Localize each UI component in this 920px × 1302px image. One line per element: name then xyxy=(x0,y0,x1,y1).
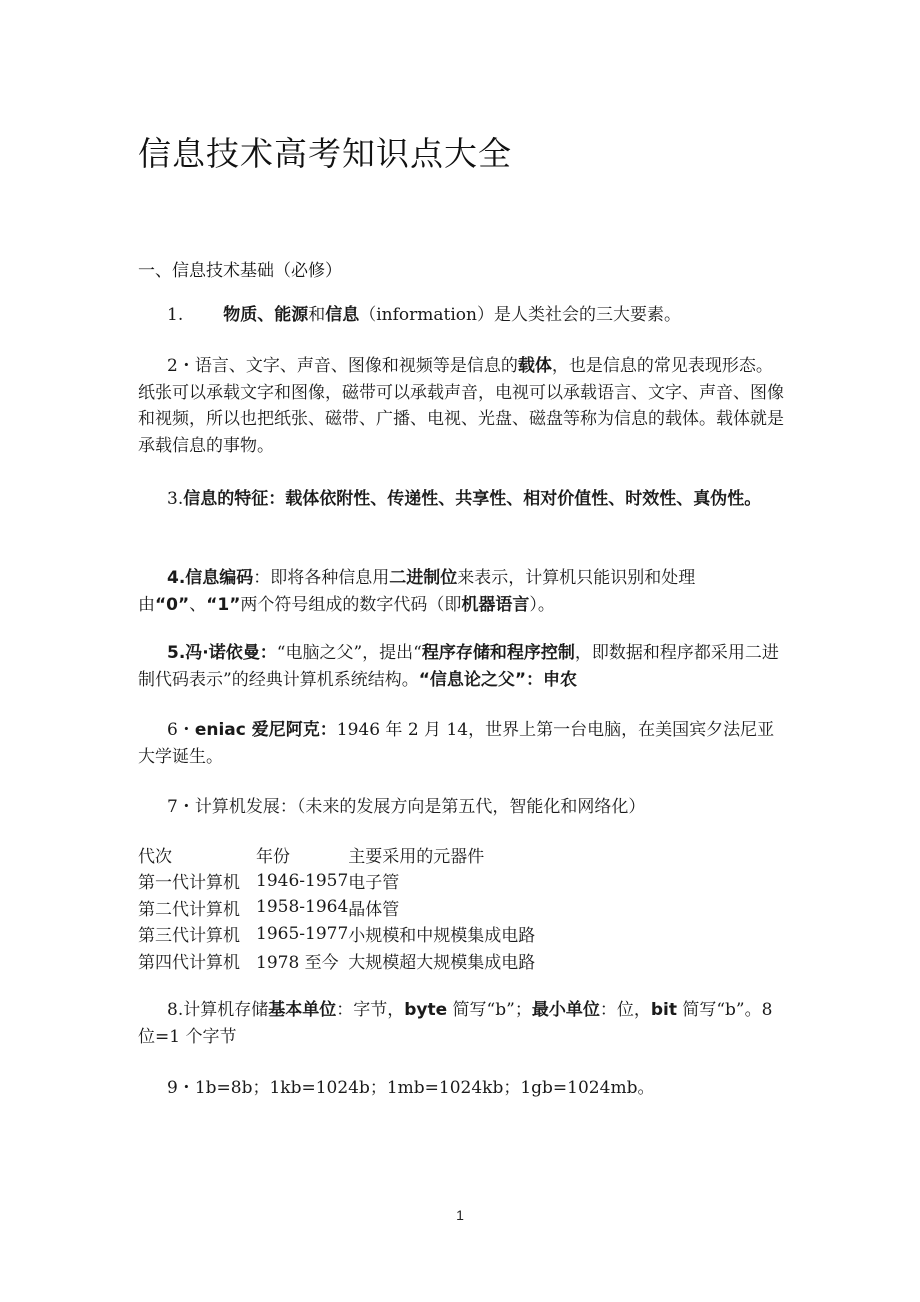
item-number: 1. xyxy=(167,305,184,325)
bold-term: 基本单位 xyxy=(268,1000,337,1020)
bold-term: “信息论之父”：申农 xyxy=(418,669,578,690)
table-cell: 电子管 xyxy=(348,873,400,894)
text: 简写“b”； xyxy=(447,1000,532,1020)
table-cell: 大规模超大规模集成电路 xyxy=(348,952,536,973)
text: ：字节， xyxy=(336,1000,405,1020)
table-cell: 第四代计算机 xyxy=(138,952,240,973)
item-5 xyxy=(138,640,788,693)
text: 来表示，计算机只能识别和处理由 xyxy=(138,568,696,615)
header-cell: 年份 xyxy=(256,846,290,867)
table-cell: 第一代计算机 xyxy=(138,873,240,894)
table-cell: 1958-1964 xyxy=(256,897,349,918)
header-cell: 代次 xyxy=(138,846,172,867)
bold-term: byte xyxy=(404,1000,448,1020)
section-heading: 一、信息技术基础（必修） xyxy=(138,261,342,281)
item-9: 9・1b=8b；1kb=1024b；1mb=1024kb；1gb=1024mb。 xyxy=(167,1078,655,1098)
computer-generations-table xyxy=(138,841,535,974)
table-header-row xyxy=(138,841,535,868)
bold-term: 4.信息编码 xyxy=(167,568,254,588)
text: ，即数据和程序都采用二进制代码表示”的经典计算机系统结构。 xyxy=(138,643,779,690)
text: 两个符号组成的数字代码（即 xyxy=(240,594,462,615)
item-3 xyxy=(138,486,788,513)
table-row xyxy=(138,868,535,895)
item-8 xyxy=(138,997,788,1050)
bold-term: 最小单位 xyxy=(531,1000,600,1020)
bold-term: 能源 xyxy=(274,305,309,325)
table-row xyxy=(138,947,535,974)
text: ，也是信息的常见表现形态。纸张可以承载文字和图像，磁带可以承载声音，电视可以承载语言、文字、声音、图像和视频，所以也把纸张、磁带、广播、电视、光盘、磁盘等称为信息的载体。载体就是承载信息的事物。 xyxy=(138,356,784,456)
bold-term: “1” xyxy=(206,594,241,615)
text: 2・语言、文字、声音、图像和视频等是信息的 xyxy=(167,356,518,376)
text: 1946 年 2 月 14，世界上第一台电脑，在美国宾夕法尼亚大学诞生。 xyxy=(138,720,775,767)
text: 6・ xyxy=(167,720,195,740)
table-cell: 第二代计算机 xyxy=(138,899,240,920)
bold-term: 信息的特征： xyxy=(183,489,286,509)
text: ）。 xyxy=(529,594,555,615)
bold-term: “0” xyxy=(155,594,190,615)
table-cell: 小规模和中规模集成电路 xyxy=(348,926,536,947)
text: 和 xyxy=(308,305,326,325)
bold-term: 载体 xyxy=(517,356,552,376)
text: “电脑之父”，提出“ xyxy=(276,643,422,663)
table-row xyxy=(138,894,535,921)
text: 、 xyxy=(189,594,207,615)
item-1 xyxy=(138,302,788,329)
document-title: 信息技术高考知识点大全 xyxy=(138,134,512,173)
table-cell: 1978 至今 xyxy=(256,952,339,973)
header-cell: 主要采用的元器件 xyxy=(348,846,485,867)
bold-term: 载体依附性、传递性、共享性、相对价值性、时效性、真伪性。 xyxy=(285,489,762,509)
text: ：即将各种信息用 xyxy=(253,568,390,588)
page-number: 1 xyxy=(456,1207,464,1223)
bold-term: 5.冯·诺依曼： xyxy=(167,643,277,663)
bold-term: 程序存储和程序控制 xyxy=(421,643,575,663)
text: 8.计算机存储 xyxy=(167,1000,269,1020)
bold-term: 信息 xyxy=(325,305,360,325)
bold-term: 、 xyxy=(257,305,275,325)
table-cell: 1965-1977 xyxy=(256,923,349,944)
bold-term: 物质 xyxy=(223,305,258,325)
bold-term: bit xyxy=(650,1000,677,1020)
text: 简写“b”。8 位=1 个字节 xyxy=(138,1000,773,1047)
item-6 xyxy=(138,717,788,770)
bold-term: 二进制位 xyxy=(389,568,458,588)
table-cell: 1946-1957 xyxy=(256,870,349,891)
text: 3. xyxy=(167,489,184,509)
table-cell: 晶体管 xyxy=(348,899,400,920)
item-4 xyxy=(138,565,788,618)
bold-term: 机器语言 xyxy=(461,594,530,615)
text: ：位， xyxy=(599,1000,651,1020)
bold-term: eniac 爱尼阿克： xyxy=(194,720,337,740)
item-2 xyxy=(138,353,788,459)
table-cell: 第三代计算机 xyxy=(138,926,240,947)
item-7: 7・计算机发展：（未来的发展方向是第五代，智能化和网络化） xyxy=(167,797,646,817)
table-row xyxy=(138,921,535,948)
text: （information）是人类社会的三大要素。 xyxy=(359,305,681,325)
